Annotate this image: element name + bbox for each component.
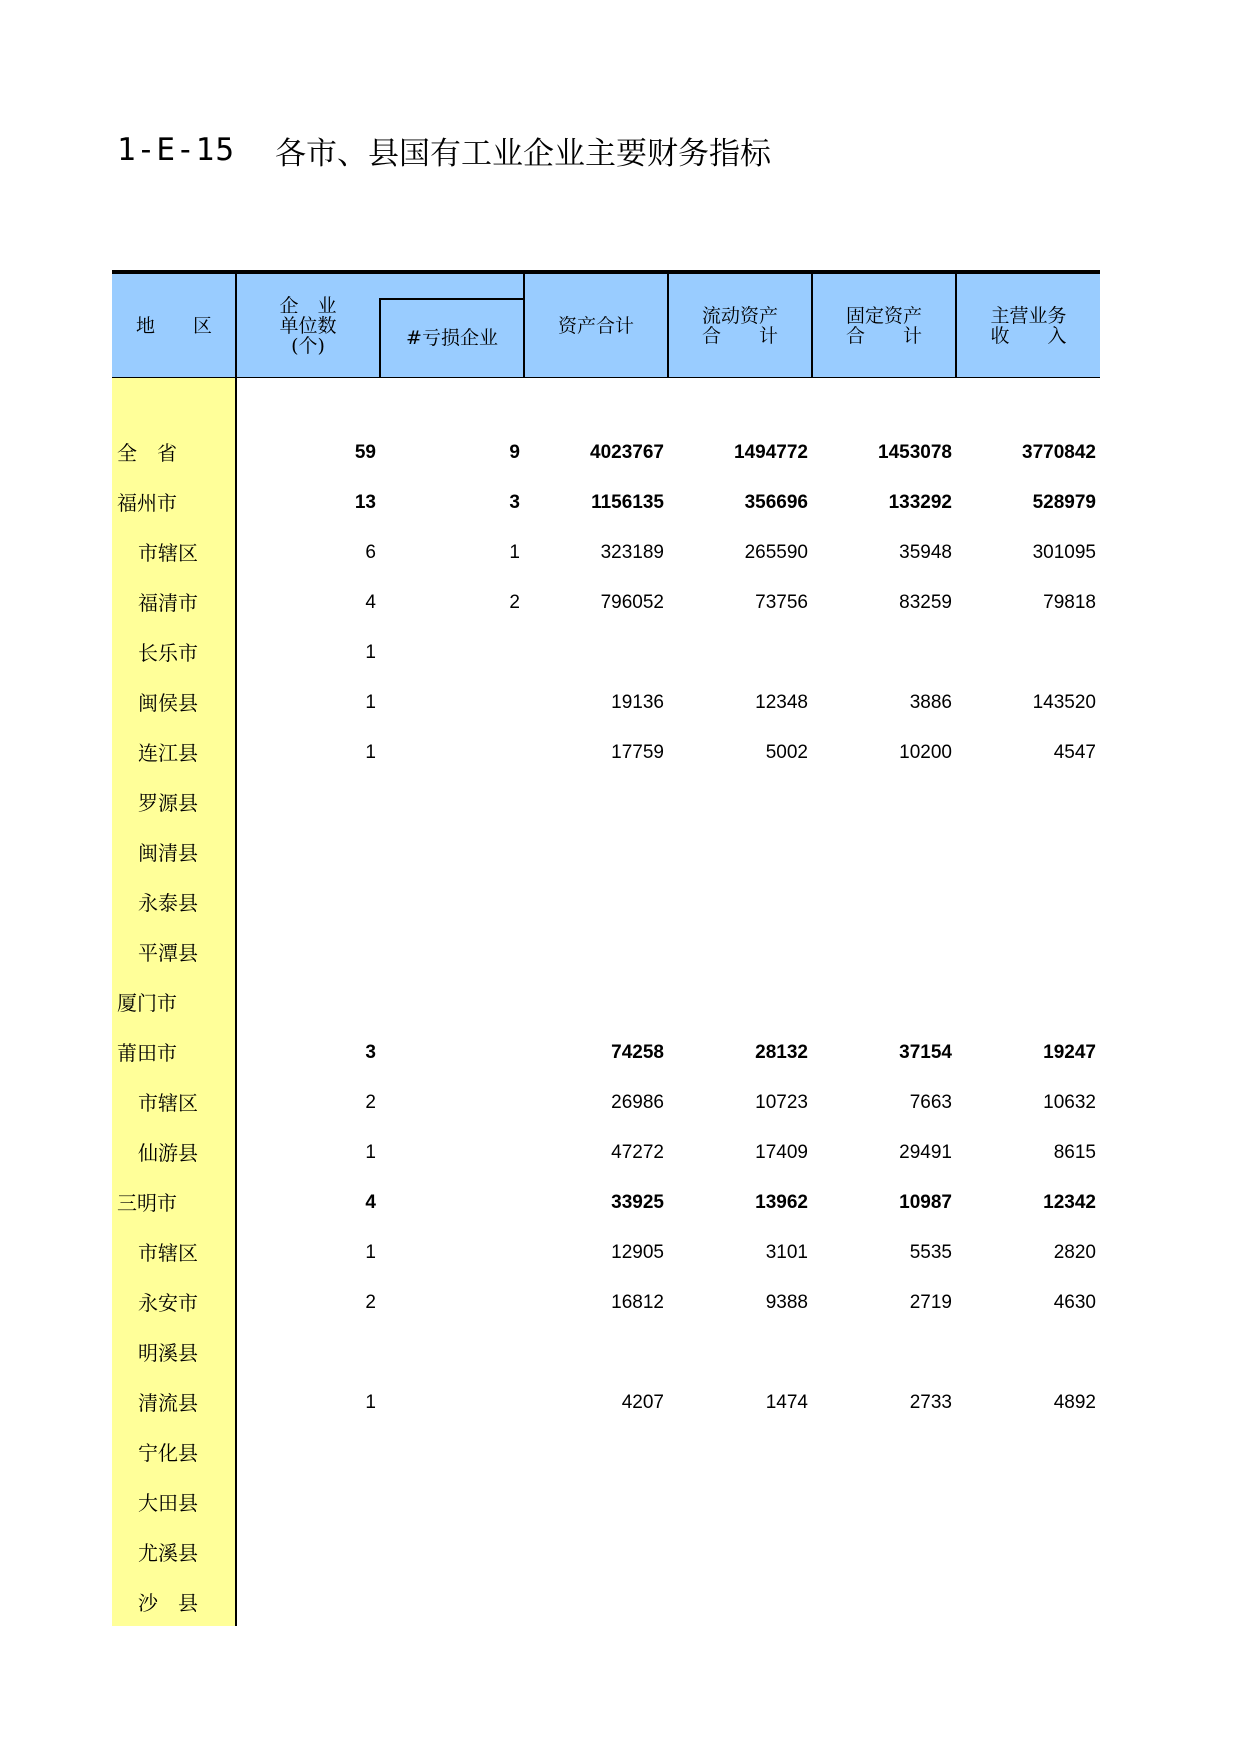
cell-loss — [380, 1128, 520, 1178]
cell-revenue: 10632 — [1043, 1092, 1096, 1113]
cell-current — [668, 628, 808, 678]
cell-fixed — [812, 978, 952, 1028]
cell-revenue: 528979 — [1032, 492, 1096, 513]
table-row — [0, 1228, 1240, 1278]
cell-assets — [524, 1328, 664, 1378]
cell-loss — [380, 728, 520, 778]
table-row — [0, 1328, 1240, 1378]
cell-assets: 47272 — [611, 1142, 664, 1163]
cell-units: 1 — [365, 742, 376, 763]
cell-assets — [524, 778, 664, 828]
cell-revenue — [956, 1478, 1096, 1528]
table-row — [0, 1578, 1240, 1628]
region-name: 市辖区 — [138, 1241, 198, 1265]
cell-assets: 4207 — [621, 1392, 664, 1413]
cell-fixed: 7663 — [909, 1092, 952, 1113]
header-revenue: 主营业务 收 入 — [990, 305, 1067, 347]
cell-current — [668, 778, 808, 828]
cell-assets — [524, 1428, 664, 1478]
cell-loss — [380, 778, 520, 828]
cell-loss — [380, 1178, 520, 1228]
cell-current: 12348 — [755, 692, 808, 713]
cell-units — [236, 978, 376, 1028]
table-row — [0, 528, 1240, 578]
header-fixed: 固定资产 合 计 — [845, 305, 922, 347]
cell-fixed: 1453078 — [878, 442, 952, 463]
table-row — [0, 1428, 1240, 1478]
table-row — [0, 878, 1240, 928]
cell-revenue: 2820 — [1053, 1242, 1096, 1263]
cell-current: 1474 — [765, 1392, 808, 1413]
cell-current — [668, 1528, 808, 1578]
cell-loss — [380, 1478, 520, 1528]
cell-revenue — [956, 928, 1096, 978]
cell-revenue — [956, 828, 1096, 878]
table-row — [0, 1078, 1240, 1128]
cell-revenue: 8615 — [1053, 1142, 1096, 1163]
cell-loss — [380, 1378, 520, 1428]
cell-assets: 323189 — [600, 542, 664, 563]
table-row — [0, 1028, 1240, 1078]
region-name: 尤溪县 — [138, 1541, 198, 1565]
region-name: 闽侯县 — [138, 691, 198, 715]
table-row — [0, 578, 1240, 628]
cell-current: 3101 — [765, 1242, 808, 1263]
cell-assets — [524, 828, 664, 878]
region-name: 闽清县 — [138, 841, 198, 865]
cell-fixed: 10200 — [899, 742, 952, 763]
cell-loss: 3 — [509, 492, 520, 513]
cell-revenue: 12342 — [1043, 1192, 1096, 1213]
table-row — [0, 1278, 1240, 1328]
cell-revenue — [956, 878, 1096, 928]
table-row — [0, 978, 1240, 1028]
cell-loss — [380, 1428, 520, 1478]
cell-loss — [380, 978, 520, 1028]
region-name: 清流县 — [138, 1391, 198, 1415]
header-current: 流动资产 合 计 — [701, 305, 778, 347]
cell-current: 1494772 — [734, 442, 808, 463]
table-row — [0, 628, 1240, 678]
cell-units: 3 — [365, 1042, 376, 1063]
region-name: 永安市 — [138, 1291, 198, 1315]
cell-fixed — [812, 1578, 952, 1628]
region-name: 宁化县 — [138, 1441, 198, 1465]
cell-fixed: 10987 — [899, 1192, 952, 1213]
cell-revenue — [956, 1428, 1096, 1478]
cell-current — [668, 978, 808, 1028]
cell-assets: 16812 — [611, 1292, 664, 1313]
cell-fixed: 133292 — [888, 492, 952, 513]
cell-assets — [524, 628, 664, 678]
cell-loss — [380, 1278, 520, 1328]
cell-current: 356696 — [744, 492, 808, 513]
cell-fixed: 29491 — [899, 1142, 952, 1163]
cell-current: 17409 — [755, 1142, 808, 1163]
region-name: 永泰县 — [138, 891, 198, 915]
region-name: 莆田市 — [117, 1041, 177, 1065]
cell-assets: 4023767 — [590, 442, 664, 463]
region-name: 福清市 — [138, 591, 198, 615]
cell-units — [236, 878, 376, 928]
cell-fixed: 83259 — [899, 592, 952, 613]
cell-fixed: 2733 — [909, 1392, 952, 1413]
region-name: 市辖区 — [138, 541, 198, 565]
cell-assets: 1156135 — [591, 492, 664, 513]
region-name: 全 省 — [117, 441, 177, 465]
cell-units: 4 — [365, 1192, 376, 1213]
cell-fixed: 2719 — [909, 1292, 952, 1313]
region-name: 三明市 — [117, 1191, 177, 1215]
region-name: 连江县 — [138, 741, 198, 765]
cell-units — [236, 1428, 376, 1478]
cell-fixed — [812, 928, 952, 978]
cell-loss — [380, 928, 520, 978]
cell-current — [668, 928, 808, 978]
cell-units — [236, 778, 376, 828]
table-row — [0, 478, 1240, 528]
cell-fixed: 5535 — [909, 1242, 952, 1263]
cell-loss — [380, 678, 520, 728]
cell-units — [236, 928, 376, 978]
cell-revenue: 19247 — [1043, 1042, 1096, 1063]
cell-fixed: 35948 — [899, 542, 952, 563]
cell-units — [236, 828, 376, 878]
cell-fixed — [812, 828, 952, 878]
cell-current: 73756 — [755, 592, 808, 613]
cell-units: 1 — [365, 1392, 376, 1413]
cell-units: 1 — [365, 692, 376, 713]
cell-fixed — [812, 1428, 952, 1478]
cell-loss — [380, 628, 520, 678]
table-row — [0, 778, 1240, 828]
region-name: 大田县 — [138, 1491, 198, 1515]
cell-fixed — [812, 1478, 952, 1528]
cell-units: 1 — [365, 1242, 376, 1263]
cell-assets — [524, 878, 664, 928]
cell-units: 1 — [365, 1142, 376, 1163]
cell-fixed — [812, 1528, 952, 1578]
cell-loss — [380, 1078, 520, 1128]
cell-loss — [380, 1028, 520, 1078]
cell-revenue: 4547 — [1053, 742, 1096, 763]
cell-loss: 1 — [509, 542, 520, 563]
cell-assets — [524, 1528, 664, 1578]
cell-revenue: 79818 — [1043, 592, 1096, 613]
cell-units — [236, 1478, 376, 1528]
region-name: 平潭县 — [138, 941, 198, 965]
cell-assets: 12905 — [611, 1242, 664, 1263]
cell-loss — [380, 828, 520, 878]
table-row — [0, 1528, 1240, 1578]
cell-units: 59 — [354, 442, 376, 463]
cell-current: 5002 — [765, 742, 808, 763]
table-row — [0, 678, 1240, 728]
cell-current: 13962 — [755, 1192, 808, 1213]
region-name: 仙游县 — [138, 1141, 198, 1165]
cell-units: 6 — [365, 542, 376, 563]
cell-assets: 796052 — [600, 592, 664, 613]
cell-assets — [524, 978, 664, 1028]
cell-current — [668, 878, 808, 928]
cell-current — [668, 828, 808, 878]
cell-revenue: 4892 — [1053, 1392, 1096, 1413]
cell-current: 265590 — [744, 542, 808, 563]
table-row — [0, 728, 1240, 778]
header-loss: #亏损企业 — [406, 327, 498, 349]
cell-fixed — [812, 778, 952, 828]
cell-revenue: 301095 — [1032, 542, 1096, 563]
cell-units — [236, 1528, 376, 1578]
cell-loss — [380, 1578, 520, 1628]
cell-revenue — [956, 1578, 1096, 1628]
cell-assets — [524, 1478, 664, 1528]
table-name: 各市、县国有工业企业主要财务指标 — [274, 135, 771, 172]
cell-units — [236, 1328, 376, 1378]
table-row — [0, 1378, 1240, 1428]
cell-loss — [380, 1528, 520, 1578]
region-name: 市辖区 — [138, 1091, 198, 1115]
cell-assets: 17759 — [611, 742, 664, 763]
table-row — [0, 1478, 1240, 1528]
region-name: 罗源县 — [138, 791, 198, 815]
cell-revenue — [956, 778, 1096, 828]
cell-current — [668, 1328, 808, 1378]
cell-current: 10723 — [755, 1092, 808, 1113]
cell-current — [668, 1578, 808, 1628]
cell-fixed — [812, 878, 952, 928]
cell-revenue — [956, 1528, 1096, 1578]
cell-revenue: 4630 — [1053, 1292, 1096, 1313]
cell-current: 28132 — [755, 1042, 808, 1063]
region-name: 沙 县 — [138, 1591, 198, 1615]
table-row — [0, 428, 1240, 478]
cell-assets: 33925 — [611, 1192, 664, 1213]
region-name: 厦门市 — [117, 991, 177, 1015]
table-row — [0, 1178, 1240, 1228]
cell-revenue — [956, 1328, 1096, 1378]
cell-fixed: 3886 — [909, 692, 952, 713]
cell-units — [236, 1578, 376, 1628]
cell-current: 9388 — [765, 1292, 808, 1313]
cell-assets — [524, 1578, 664, 1628]
cell-revenue — [956, 628, 1096, 678]
cell-assets: 26986 — [611, 1092, 664, 1113]
cell-loss — [380, 878, 520, 928]
cell-current — [668, 1478, 808, 1528]
cell-revenue: 3770842 — [1022, 442, 1096, 463]
table-code: 1-E-15 — [117, 132, 235, 168]
cell-loss — [380, 1228, 520, 1278]
region-name: 长乐市 — [138, 641, 198, 665]
table-row — [0, 928, 1240, 978]
cell-assets: 19136 — [611, 692, 664, 713]
cell-assets — [524, 928, 664, 978]
cell-units: 2 — [365, 1092, 376, 1113]
page-title — [117, 128, 771, 172]
cell-units: 1 — [365, 642, 376, 663]
table-row — [0, 1128, 1240, 1178]
region-name: 明溪县 — [138, 1341, 198, 1365]
cell-revenue — [956, 978, 1096, 1028]
region-name: 福州市 — [117, 491, 177, 515]
header-subrule — [379, 298, 525, 300]
cell-units: 4 — [365, 592, 376, 613]
cell-units: 13 — [354, 492, 376, 513]
cell-current — [668, 1428, 808, 1478]
header-region: 地 区 — [135, 315, 212, 337]
cell-loss: 9 — [509, 442, 520, 463]
header-enterprises: 企 业 单位数 (个) — [279, 295, 337, 357]
cell-units: 2 — [365, 1292, 376, 1313]
cell-loss: 2 — [509, 592, 520, 613]
cell-fixed — [812, 1328, 952, 1378]
cell-assets: 74258 — [611, 1042, 664, 1063]
cell-loss — [380, 1328, 520, 1378]
cell-fixed: 37154 — [899, 1042, 952, 1063]
header-assets: 资产合计 — [557, 315, 634, 337]
cell-fixed — [812, 628, 952, 678]
header-bottom-rule — [112, 377, 1100, 378]
table-row — [0, 828, 1240, 878]
cell-revenue: 143520 — [1032, 692, 1096, 713]
